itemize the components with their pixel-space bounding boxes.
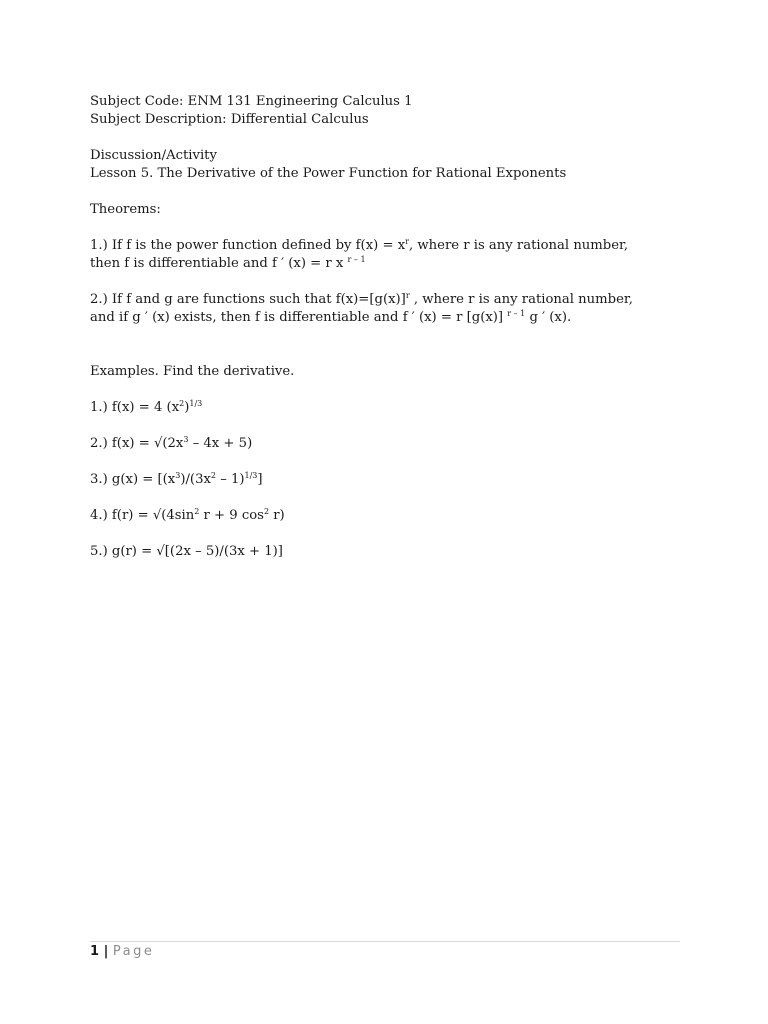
examples-heading: Examples. Find the derivative. <box>90 364 295 379</box>
theorem-1: 1.) If f is the power function defined by $f(x) = x^r$, where r is any rational number, then f is differentiable and f ′ (x) = r x $^{r - 1}$ <box>90 237 629 271</box>
lesson-title: Lesson 5. The Derivative of the Power Function for Rational Exponents <box>90 166 567 181</box>
document-body <box>90 93 650 561</box>
example-2: 2.) $f(x) = √(2x^3 - 4x + 5)$ <box>90 435 253 451</box>
footer-divider <box>90 941 680 942</box>
theorems-heading: Theorems: <box>90 202 161 217</box>
example-5: 5.) g(r) = √[(2x – 5)/(3x + 1)] <box>90 544 283 559</box>
page-footer <box>90 944 154 960</box>
page-number: 1 <box>90 944 100 959</box>
subject-code: Subject Code: ENM 131 Engineering Calculus 1 <box>90 94 413 109</box>
discussion-heading: Discussion/Activity <box>90 148 217 163</box>
example-4: 4.) $f(r) = √(4\sin^2$ r + 9 $\cos^2 r$) <box>90 507 285 523</box>
theorem-2: 2.) If f and g are functions such that $f(x)=[g(x)]^r$ , where r is any rational number, and if g ′ (x) exists, then f is differentiable and f ′ (x) = r [g(x)] $^{r - 1}$ g ′ (x). <box>90 291 633 325</box>
example-1: 1.) f(x) = 4 $(x^2)^{1/3}$ <box>90 399 203 415</box>
example-3: 3.) $g(x) = [(x^3)/(3x^2 - 1)^{1/3}]$ <box>90 471 263 487</box>
page-label: Page <box>112 944 155 959</box>
subject-description: Subject Description: Differential Calculus <box>90 112 369 127</box>
footer-separator: | <box>99 944 113 959</box>
